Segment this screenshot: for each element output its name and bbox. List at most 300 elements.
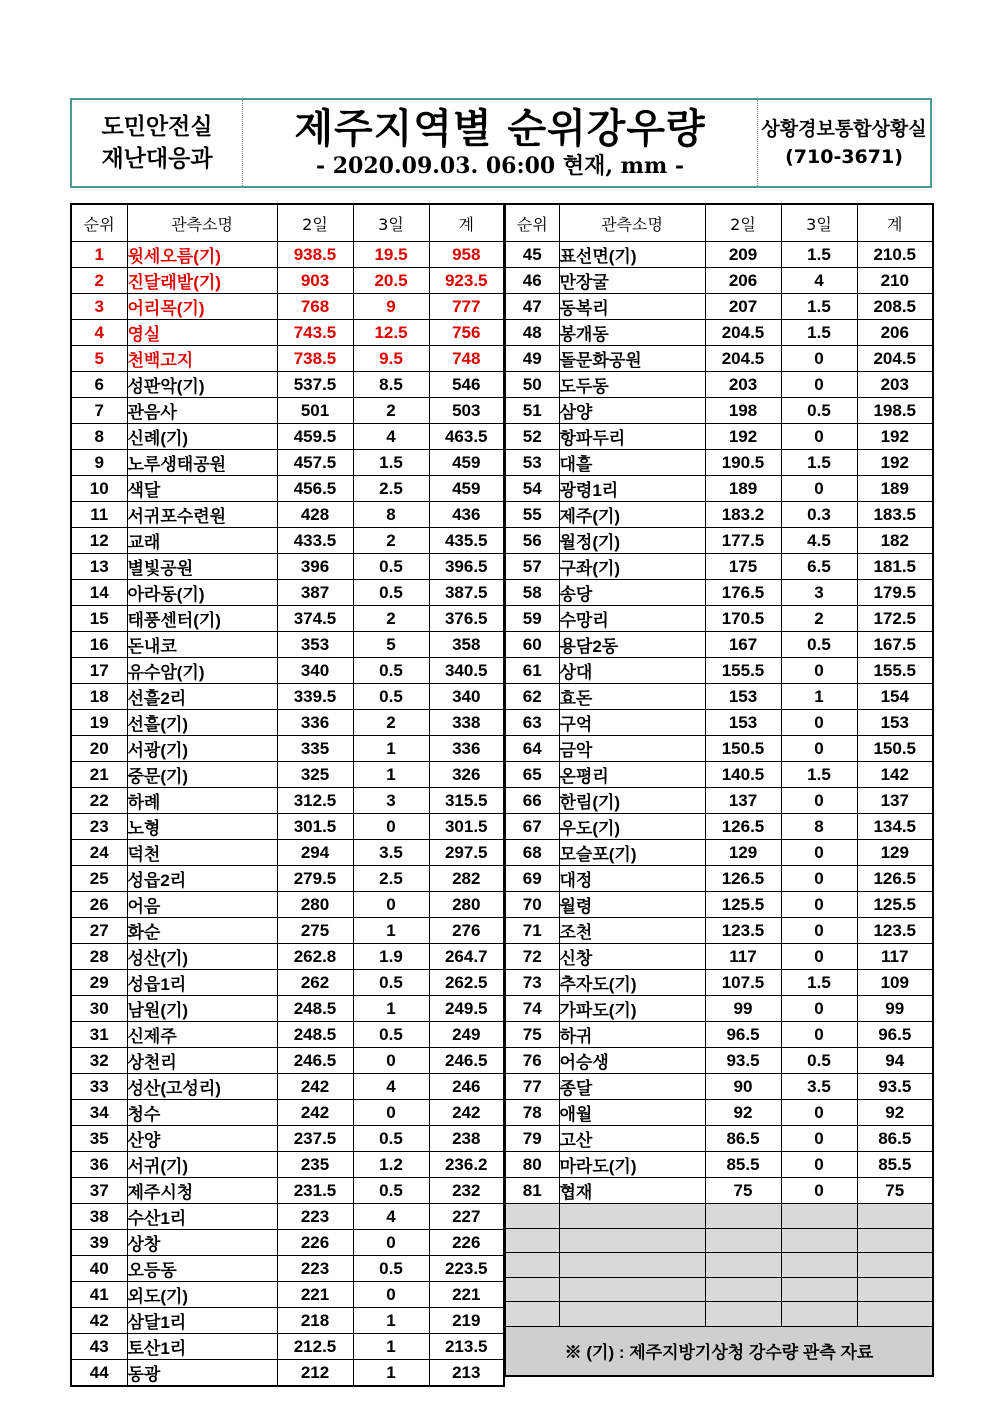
table-row (71, 814, 504, 840)
table-row (71, 1022, 504, 1048)
station-cell: 색달 (127, 476, 277, 502)
total-cell: 213 (429, 1360, 504, 1387)
table-row (71, 242, 504, 268)
empty-cell (781, 1302, 857, 1327)
table-row (71, 1282, 504, 1308)
table-row (505, 944, 933, 970)
rank-cell: 23 (71, 814, 127, 840)
division-name: 재난대응과 (101, 146, 213, 172)
rank-cell: 62 (505, 684, 559, 710)
table-row (71, 450, 504, 476)
total-cell: 210 (857, 268, 933, 294)
station-cell: 신제주 (127, 1022, 277, 1048)
day2-cell: 203 (705, 372, 781, 398)
table-row (505, 320, 933, 346)
office-phone: (710-3671) (785, 146, 903, 168)
rank-cell: 34 (71, 1100, 127, 1126)
day3-cell: 0 (353, 1282, 429, 1308)
day2-cell: 86.5 (705, 1126, 781, 1152)
rank-cell: 57 (505, 554, 559, 580)
day2-cell: 457.5 (277, 450, 353, 476)
empty-cell (559, 1204, 705, 1229)
empty-cell (505, 1228, 559, 1253)
station-cell: 용담2동 (559, 632, 705, 658)
rank-cell: 42 (71, 1308, 127, 1334)
rank-cell: 79 (505, 1126, 559, 1152)
report-subtitle: - 2020.09.03. 06:00 현재, mm - (315, 153, 685, 179)
station-cell: 신례(기) (127, 424, 277, 450)
day3-cell: 20.5 (353, 268, 429, 294)
table-row (71, 1152, 504, 1178)
day2-cell: 248.5 (277, 996, 353, 1022)
station-cell: 성읍1리 (127, 970, 277, 996)
station-cell: 영실 (127, 320, 277, 346)
day3-cell: 0 (781, 840, 857, 866)
table-row (71, 1178, 504, 1204)
day2-cell: 248.5 (277, 1022, 353, 1048)
day3-cell: 1.2 (353, 1152, 429, 1178)
day3-cell: 0.3 (781, 502, 857, 528)
total-cell: 137 (857, 788, 933, 814)
table-row (71, 840, 504, 866)
day3-cell: 0 (781, 424, 857, 450)
station-cell: 서귀포수련원 (127, 502, 277, 528)
rank-cell: 21 (71, 762, 127, 788)
rank-cell: 48 (505, 320, 559, 346)
table-row (505, 814, 933, 840)
table-row (505, 736, 933, 762)
empty-cell (705, 1228, 781, 1253)
table-row (71, 632, 504, 658)
station-cell: 오등동 (127, 1256, 277, 1282)
total-cell: 198.5 (857, 398, 933, 424)
day3-cell: 0 (781, 736, 857, 762)
table-row (71, 346, 504, 372)
rank-cell: 47 (505, 294, 559, 320)
table-row (71, 996, 504, 1022)
total-cell: 280 (429, 892, 504, 918)
day3-cell: 0 (353, 1230, 429, 1256)
station-cell: 삼양 (559, 398, 705, 424)
station-cell: 유수암(기) (127, 658, 277, 684)
day2-cell: 374.5 (277, 606, 353, 632)
rank-cell: 40 (71, 1256, 127, 1282)
day3-cell: 3.5 (781, 1074, 857, 1100)
day3-cell: 0 (781, 476, 857, 502)
day3-cell: 9.5 (353, 346, 429, 372)
empty-cell (781, 1228, 857, 1253)
total-cell: 923.5 (429, 268, 504, 294)
rank-cell: 35 (71, 1126, 127, 1152)
empty-cell (505, 1204, 559, 1229)
day2-cell: 150.5 (705, 736, 781, 762)
day3-cell: 1 (353, 918, 429, 944)
total-cell: 223.5 (429, 1256, 504, 1282)
total-cell: 153 (857, 710, 933, 736)
total-cell: 210.5 (857, 242, 933, 268)
rank-cell: 65 (505, 762, 559, 788)
day2-cell: 242 (277, 1074, 353, 1100)
day3-cell: 0 (781, 944, 857, 970)
day2-cell: 218 (277, 1308, 353, 1334)
rank-cell: 46 (505, 268, 559, 294)
station-cell: 월령 (559, 892, 705, 918)
day3-cell: 2 (353, 606, 429, 632)
rank-cell: 25 (71, 866, 127, 892)
rank-cell: 15 (71, 606, 127, 632)
rainfall-table-right (504, 203, 934, 1377)
rank-cell: 12 (71, 528, 127, 554)
day2-cell: 246.5 (277, 1048, 353, 1074)
total-cell: 75 (857, 1178, 933, 1204)
rank-cell: 59 (505, 606, 559, 632)
empty-row (505, 1228, 933, 1253)
day3-cell: 1 (353, 736, 429, 762)
station-cell: 선흘2리 (127, 684, 277, 710)
table-row (71, 580, 504, 606)
rank-cell: 33 (71, 1074, 127, 1100)
station-cell: 한림(기) (559, 788, 705, 814)
day2-cell: 170.5 (705, 606, 781, 632)
table-row (71, 1074, 504, 1100)
rank-cell: 38 (71, 1204, 127, 1230)
day3-cell: 0.5 (353, 554, 429, 580)
empty-row (505, 1277, 933, 1302)
empty-cell (559, 1253, 705, 1278)
table-row (71, 892, 504, 918)
total-cell: 276 (429, 918, 504, 944)
department-name: 도민안전실 (101, 114, 213, 140)
empty-row (505, 1204, 933, 1229)
empty-cell (505, 1302, 559, 1327)
total-cell: 125.5 (857, 892, 933, 918)
day2-cell: 938.5 (277, 242, 353, 268)
day3-cell: 0.5 (353, 970, 429, 996)
day2-cell: 212.5 (277, 1334, 353, 1360)
table-row (71, 866, 504, 892)
station-cell: 돈내코 (127, 632, 277, 658)
total-cell: 358 (429, 632, 504, 658)
col-day2: 2일 (277, 204, 353, 242)
station-cell: 중문(기) (127, 762, 277, 788)
day3-cell: 9 (353, 294, 429, 320)
day2-cell: 204.5 (705, 346, 781, 372)
day2-cell: 428 (277, 502, 353, 528)
table-row (71, 1308, 504, 1334)
empty-cell (857, 1204, 933, 1229)
day3-cell: 4 (353, 1204, 429, 1230)
station-cell: 남원(기) (127, 996, 277, 1022)
station-cell: 제주시청 (127, 1178, 277, 1204)
station-cell: 삼달1리 (127, 1308, 277, 1334)
day3-cell: 2.5 (353, 476, 429, 502)
day2-cell: 235 (277, 1152, 353, 1178)
station-cell: 가파도(기) (559, 996, 705, 1022)
table-row (71, 1204, 504, 1230)
day2-cell: 396 (277, 554, 353, 580)
table-row (505, 1074, 933, 1100)
rank-cell: 76 (505, 1048, 559, 1074)
station-cell: 진달래밭(기) (127, 268, 277, 294)
total-cell: 249 (429, 1022, 504, 1048)
total-cell: 435.5 (429, 528, 504, 554)
rank-cell: 58 (505, 580, 559, 606)
day2-cell: 336 (277, 710, 353, 736)
day2-cell: 339.5 (277, 684, 353, 710)
table-row (71, 918, 504, 944)
total-cell: 315.5 (429, 788, 504, 814)
total-cell: 167.5 (857, 632, 933, 658)
table-row (505, 892, 933, 918)
total-cell: 99 (857, 996, 933, 1022)
station-cell: 어리목(기) (127, 294, 277, 320)
total-cell: 172.5 (857, 606, 933, 632)
total-cell: 183.5 (857, 502, 933, 528)
total-cell: 376.5 (429, 606, 504, 632)
rank-cell: 19 (71, 710, 127, 736)
rank-cell: 26 (71, 892, 127, 918)
day3-cell: 0.5 (353, 658, 429, 684)
day2-cell: 459.5 (277, 424, 353, 450)
rank-cell: 13 (71, 554, 127, 580)
total-cell: 336 (429, 736, 504, 762)
day2-cell: 125.5 (705, 892, 781, 918)
rank-cell: 53 (505, 450, 559, 476)
table-row (71, 294, 504, 320)
station-cell: 수산1리 (127, 1204, 277, 1230)
rank-cell: 52 (505, 424, 559, 450)
day3-cell: 0 (781, 1126, 857, 1152)
day2-cell: 237.5 (277, 1126, 353, 1152)
day2-cell: 207 (705, 294, 781, 320)
station-cell: 상창 (127, 1230, 277, 1256)
rank-cell: 31 (71, 1022, 127, 1048)
rank-cell: 54 (505, 476, 559, 502)
rank-cell: 81 (505, 1178, 559, 1204)
table-row (505, 1126, 933, 1152)
day2-cell: 192 (705, 424, 781, 450)
total-cell: 282 (429, 866, 504, 892)
total-cell: 213.5 (429, 1334, 504, 1360)
station-cell: 조천 (559, 918, 705, 944)
day3-cell: 0 (781, 346, 857, 372)
col-total: 계 (857, 204, 933, 242)
day3-cell: 19.5 (353, 242, 429, 268)
table-row (71, 606, 504, 632)
table-row (505, 606, 933, 632)
station-cell: 상천리 (127, 1048, 277, 1074)
col-day2: 2일 (705, 204, 781, 242)
station-cell: 구억 (559, 710, 705, 736)
total-cell: 748 (429, 346, 504, 372)
empty-cell (781, 1277, 857, 1302)
table-row (71, 1334, 504, 1360)
station-cell: 표선면(기) (559, 242, 705, 268)
rank-cell: 29 (71, 970, 127, 996)
rank-cell: 39 (71, 1230, 127, 1256)
station-cell: 산양 (127, 1126, 277, 1152)
rank-cell: 32 (71, 1048, 127, 1074)
day3-cell: 2 (353, 528, 429, 554)
table-row (505, 658, 933, 684)
rank-cell: 27 (71, 918, 127, 944)
table-row (505, 580, 933, 606)
day3-cell: 0 (353, 1048, 429, 1074)
day3-cell: 1 (353, 1334, 429, 1360)
station-cell: 선흘(기) (127, 710, 277, 736)
rank-cell: 37 (71, 1178, 127, 1204)
rank-cell: 28 (71, 944, 127, 970)
station-cell: 윗세오름(기) (127, 242, 277, 268)
table-row (505, 762, 933, 788)
day3-cell: 0 (781, 788, 857, 814)
station-cell: 대흘 (559, 450, 705, 476)
day3-cell: 1.5 (781, 294, 857, 320)
title-block (243, 100, 758, 186)
day3-cell: 0 (781, 658, 857, 684)
station-cell: 어승생 (559, 1048, 705, 1074)
station-cell: 우도(기) (559, 814, 705, 840)
total-cell: 86.5 (857, 1126, 933, 1152)
day2-cell: 189 (705, 476, 781, 502)
table-row (71, 970, 504, 996)
day2-cell: 279.5 (277, 866, 353, 892)
day2-cell: 177.5 (705, 528, 781, 554)
total-cell: 94 (857, 1048, 933, 1074)
total-cell: 219 (429, 1308, 504, 1334)
table-row (505, 788, 933, 814)
station-cell: 성판악(기) (127, 372, 277, 398)
day2-cell: 280 (277, 892, 353, 918)
station-cell: 대정 (559, 866, 705, 892)
day2-cell: 353 (277, 632, 353, 658)
station-cell: 종달 (559, 1074, 705, 1100)
rank-cell: 18 (71, 684, 127, 710)
rank-cell: 56 (505, 528, 559, 554)
total-cell: 203 (857, 372, 933, 398)
total-cell: 326 (429, 762, 504, 788)
rank-cell: 24 (71, 840, 127, 866)
table-row (505, 866, 933, 892)
day2-cell: 206 (705, 268, 781, 294)
table-row (505, 1048, 933, 1074)
station-cell: 서귀(기) (127, 1152, 277, 1178)
footnote-row (505, 1326, 933, 1376)
rank-cell: 68 (505, 840, 559, 866)
station-cell: 태풍센터(기) (127, 606, 277, 632)
day3-cell: 0 (781, 1100, 857, 1126)
total-cell: 262.5 (429, 970, 504, 996)
table-row (71, 1360, 504, 1387)
empty-cell (559, 1228, 705, 1253)
day3-cell: 0 (781, 996, 857, 1022)
total-cell: 436 (429, 502, 504, 528)
table-row (505, 1022, 933, 1048)
total-cell: 154 (857, 684, 933, 710)
day2-cell: 242 (277, 1100, 353, 1126)
total-cell: 756 (429, 320, 504, 346)
station-cell: 성산(고성리) (127, 1074, 277, 1100)
rank-cell: 45 (505, 242, 559, 268)
table-row (71, 1126, 504, 1152)
day2-cell: 743.5 (277, 320, 353, 346)
table-row (71, 554, 504, 580)
day3-cell: 1 (353, 762, 429, 788)
table-row (71, 762, 504, 788)
col-station: 관측소명 (559, 204, 705, 242)
station-cell: 청수 (127, 1100, 277, 1126)
day2-cell: 75 (705, 1178, 781, 1204)
day3-cell: 1.5 (781, 970, 857, 996)
day2-cell: 140.5 (705, 762, 781, 788)
total-cell: 249.5 (429, 996, 504, 1022)
total-cell: 958 (429, 242, 504, 268)
day2-cell: 126.5 (705, 814, 781, 840)
total-cell: 96.5 (857, 1022, 933, 1048)
rank-cell: 71 (505, 918, 559, 944)
station-cell: 외도(기) (127, 1282, 277, 1308)
day2-cell: 738.5 (277, 346, 353, 372)
station-cell: 월정(기) (559, 528, 705, 554)
rank-cell: 4 (71, 320, 127, 346)
empty-cell (505, 1277, 559, 1302)
rank-cell: 9 (71, 450, 127, 476)
station-cell: 송당 (559, 580, 705, 606)
rank-cell: 78 (505, 1100, 559, 1126)
table-row (71, 1100, 504, 1126)
day2-cell: 262 (277, 970, 353, 996)
station-cell: 천백고지 (127, 346, 277, 372)
day3-cell: 0.5 (353, 580, 429, 606)
total-cell: 85.5 (857, 1152, 933, 1178)
day2-cell: 175 (705, 554, 781, 580)
station-cell: 노루생태공원 (127, 450, 277, 476)
table-row (505, 424, 933, 450)
day2-cell: 501 (277, 398, 353, 424)
station-cell: 화순 (127, 918, 277, 944)
table-row (505, 372, 933, 398)
station-cell: 신창 (559, 944, 705, 970)
day3-cell: 2.5 (353, 866, 429, 892)
station-cell: 만장굴 (559, 268, 705, 294)
total-cell: 155.5 (857, 658, 933, 684)
rank-cell: 63 (505, 710, 559, 736)
rank-cell: 8 (71, 424, 127, 450)
rank-cell: 41 (71, 1282, 127, 1308)
day2-cell: 294 (277, 840, 353, 866)
day3-cell: 1 (353, 1308, 429, 1334)
day2-cell: 275 (277, 918, 353, 944)
table-row (71, 944, 504, 970)
table-row (505, 1100, 933, 1126)
day3-cell: 0.5 (353, 684, 429, 710)
day2-cell: 204.5 (705, 320, 781, 346)
total-cell: 93.5 (857, 1074, 933, 1100)
rank-cell: 72 (505, 944, 559, 970)
day3-cell: 1 (353, 1360, 429, 1387)
day3-cell: 3 (781, 580, 857, 606)
station-cell: 상대 (559, 658, 705, 684)
day2-cell: 190.5 (705, 450, 781, 476)
table-row (505, 398, 933, 424)
day2-cell: 209 (705, 242, 781, 268)
empty-cell (781, 1253, 857, 1278)
station-cell: 서광(기) (127, 736, 277, 762)
rank-cell: 64 (505, 736, 559, 762)
day3-cell: 1.5 (781, 762, 857, 788)
total-cell: 387.5 (429, 580, 504, 606)
station-cell: 구좌(기) (559, 554, 705, 580)
